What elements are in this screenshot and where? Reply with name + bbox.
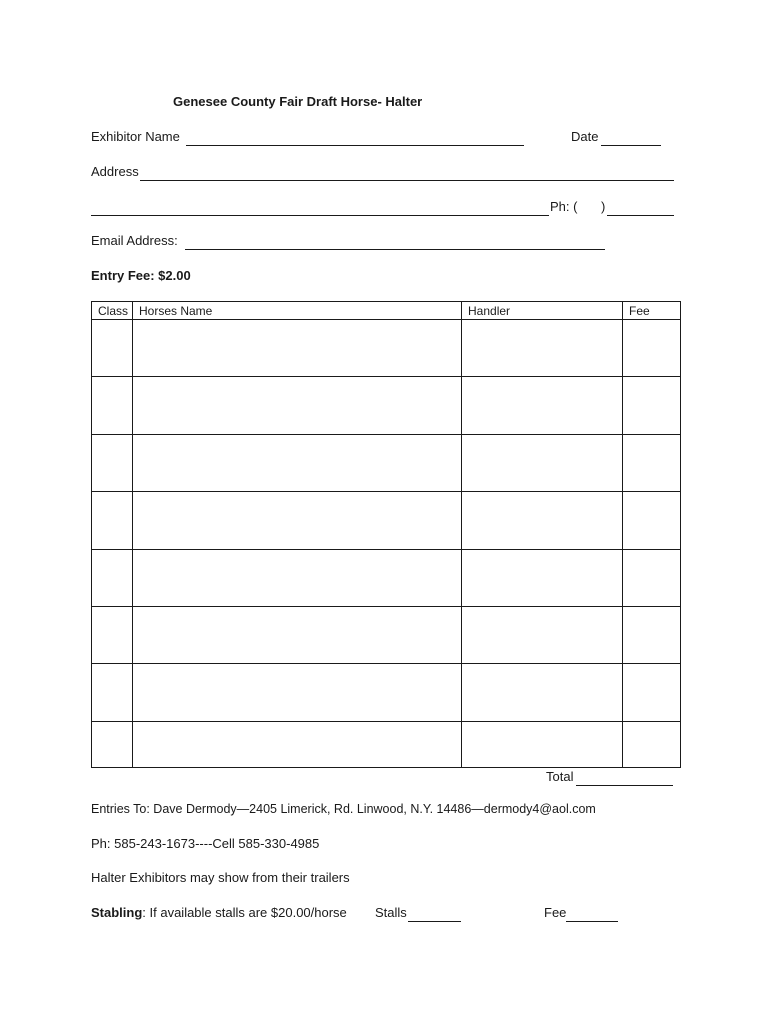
table-row [92,320,681,377]
horse-name-cell[interactable] [133,606,462,663]
stabling-fee-field[interactable] [566,921,618,922]
fee-cell[interactable] [623,492,681,549]
column-header-class: Class [92,302,133,320]
stabling-text: : If available stalls are $20.00/horse [142,905,347,920]
table-row [92,721,681,767]
date-label: Date [571,129,599,144]
column-header-horses-name: Horses Name [133,302,462,320]
table-header-row [92,302,681,320]
fee-cell[interactable] [623,664,681,721]
address-line-2-field[interactable] [91,215,549,216]
exhibitor-name-label: Exhibitor Name [91,129,180,144]
total-label: Total [546,769,574,784]
class-cell[interactable] [92,664,133,721]
horse-name-cell[interactable] [133,721,462,767]
entries-to-text: Entries To: Dave Dermody—2405 Limerick, Rd. Linwood, N.Y. 14486—dermody4@aol.com [91,802,596,816]
address-label: Address [91,164,139,179]
phone-label: Ph: ( [550,199,578,214]
horse-name-cell[interactable] [133,434,462,491]
total-field[interactable] [576,785,673,786]
horse-name-cell[interactable] [133,492,462,549]
class-cell[interactable] [92,721,133,767]
class-cell[interactable] [92,492,133,549]
fee-cell[interactable] [623,434,681,491]
entry-fee: Entry Fee: $2.00 [91,268,191,283]
table-row [92,664,681,721]
stalls-field[interactable] [408,921,461,922]
horse-name-cell[interactable] [133,320,462,377]
fee-cell[interactable] [623,377,681,434]
handler-cell[interactable] [462,492,623,549]
table-row [92,606,681,663]
handler-cell[interactable] [462,606,623,663]
halter-note-text: Halter Exhibitors may show from their trailers [91,870,350,885]
class-cell[interactable] [92,320,133,377]
fee-cell[interactable] [623,549,681,606]
form-title: Genesee County Fair Draft Horse- Halter [173,94,423,109]
handler-cell[interactable] [462,664,623,721]
fee-cell[interactable] [623,320,681,377]
address-field[interactable] [140,180,674,181]
phone-field[interactable] [607,215,674,216]
horse-name-cell[interactable] [133,549,462,606]
stabling-line [91,905,347,920]
class-cell[interactable] [92,606,133,663]
phone-area-paren: ) [601,199,606,214]
email-field[interactable] [185,249,605,250]
handler-cell[interactable] [462,549,623,606]
entries-table [91,301,681,768]
table-row [92,492,681,549]
stabling-label: Stabling [91,905,143,920]
column-header-fee: Fee [623,302,681,320]
email-label: Email Address: [91,233,178,248]
date-field[interactable] [601,145,661,146]
table-row [92,434,681,491]
stabling-fee-label: Fee [544,905,567,920]
horse-name-cell[interactable] [133,377,462,434]
class-cell[interactable] [92,434,133,491]
handler-cell[interactable] [462,434,623,491]
class-cell[interactable] [92,549,133,606]
table-row [92,549,681,606]
exhibitor-name-field[interactable] [186,145,524,146]
stalls-label: Stalls [375,905,407,920]
contact-phone-text: Ph: 585-243-1673----Cell 585-330-4985 [91,836,320,851]
fee-cell[interactable] [623,606,681,663]
fee-cell[interactable] [623,721,681,767]
horse-name-cell[interactable] [133,664,462,721]
table-row [92,377,681,434]
column-header-handler: Handler [462,302,623,320]
handler-cell[interactable] [462,320,623,377]
handler-cell[interactable] [462,721,623,767]
class-cell[interactable] [92,377,133,434]
handler-cell[interactable] [462,377,623,434]
